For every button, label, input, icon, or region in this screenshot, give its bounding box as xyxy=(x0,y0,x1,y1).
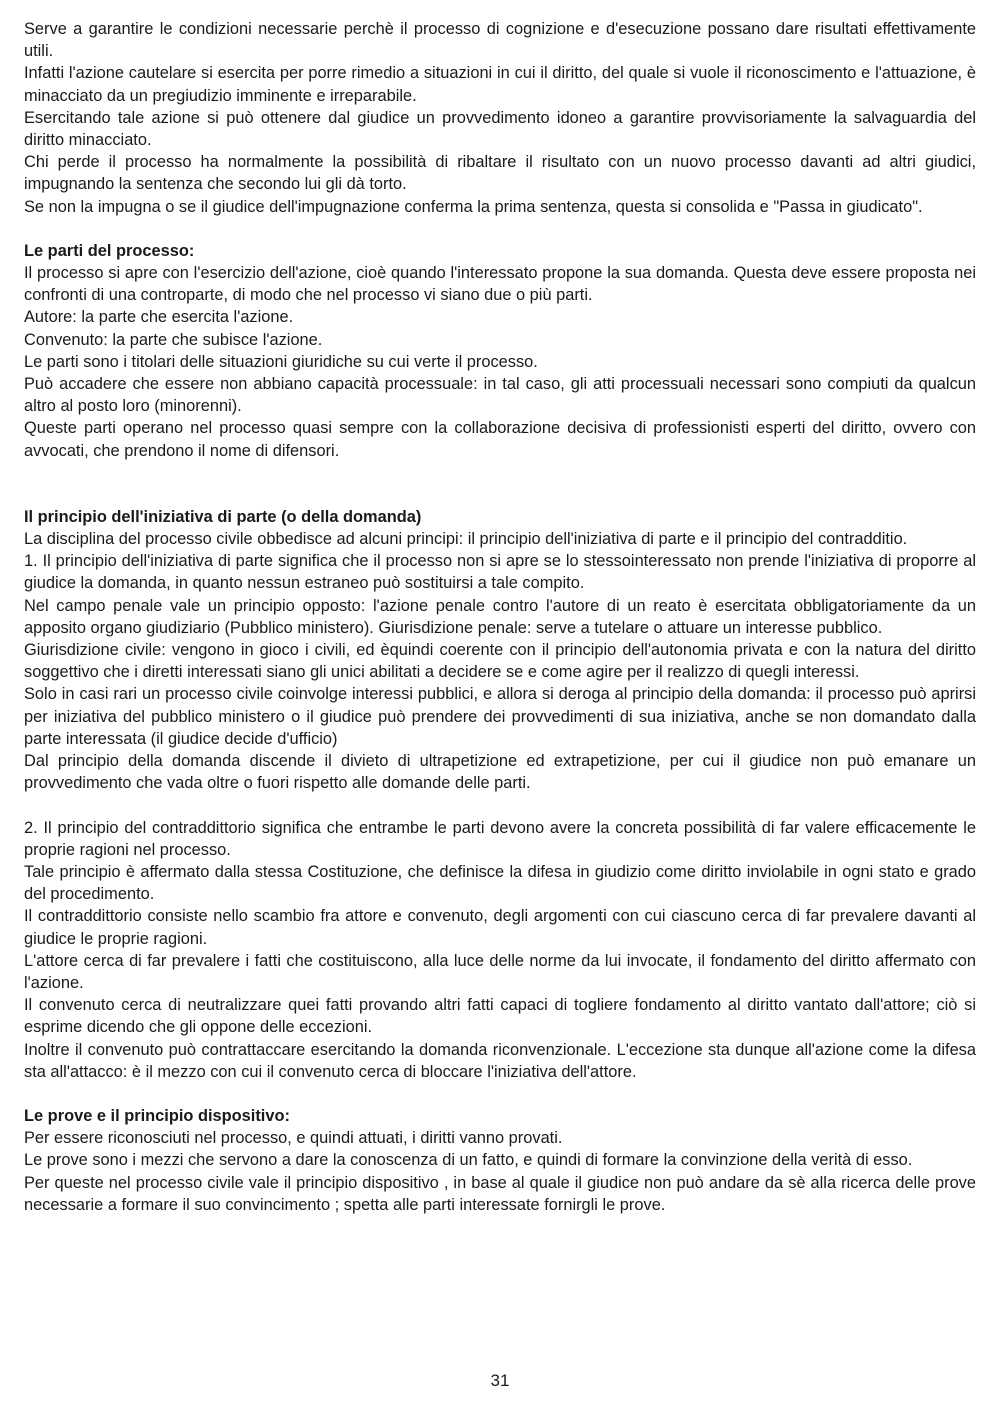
paragraph: Il contraddittorio consiste nello scambio fra attore e convenuto, degli argomenti con cui ciascuno cerca di far prevalere davanti al giudice le proprie ragioni. xyxy=(24,907,976,948)
intro-section xyxy=(24,18,976,218)
paragraph: L'attore cerca di far prevalere i fatti che costituiscono, alla luce delle norme da lui invocate, il fondamento del diritto affermato con l'azione. xyxy=(24,951,976,992)
section-prove xyxy=(24,1105,976,1216)
paragraph: Inoltre il convenuto può contrattaccare esercitando la domanda riconvenzionale. L'eccezione sta dunque all'azione come la difesa sta all'attacco: è il mezzo con cui il convenuto cerca di bloccare l'iniziativa dell'attore. xyxy=(24,1040,976,1081)
paragraph: Le parti sono i titolari delle situazioni giuridiche su cui verte il processo. xyxy=(24,352,538,371)
section-principio xyxy=(24,506,976,795)
paragraph: Per essere riconosciuti nel processo, e quindi attuati, i diritti vanno provati. xyxy=(24,1129,563,1148)
section-heading: Il principio dell'iniziativa di parte (o della domanda) xyxy=(24,507,422,526)
paragraph: Il convenuto cerca di neutralizzare quei fatti provando altri fatti capaci di togliere fondamento al diritto vantato dall'attore; ciò si esprime dicendo che gli oppone delle eccezioni. xyxy=(24,996,976,1037)
section-heading: Le prove e il principio dispositivo: xyxy=(24,1106,290,1125)
paragraph: La disciplina del processo civile obbedisce ad alcuni principi: il principio dell'iniziativa di parte e il principio del contradditio. xyxy=(24,530,908,549)
paragraph: Nel campo penale vale un principio opposto: l'azione penale contro l'autore di un reato è esercitata obbligatoriamente da un apposito organo giudiziario (Pubblico ministero). Giurisdizione penale: serve a tutelare o attuare un interesse pubblico. xyxy=(24,596,976,637)
paragraph: Solo in casi rari un processo civile coinvolge interessi pubblici, e allora si deroga al principio della domanda: il processo può aprirsi per iniziativa del pubblico ministero o il giudice può prendere dei provvedimenti di sua iniziativa, anche se non domandato dalla parte interessata (il giudice decide d'ufficio) xyxy=(24,685,976,748)
section-contraddittorio xyxy=(24,817,976,1083)
paragraph: Tale principio è affermato dalla stessa Costituzione, che definisce la difesa in giudizio come diritto inviolabile in ogni stato e grado del procedimento. xyxy=(24,862,976,904)
paragraph: Può accadere che essere non abbiano capacità processuale: in tal caso, gli atti processuali necessari sono compiuti da qualcun altro al posto loro (minorenni). xyxy=(24,375,976,416)
paragraph: Giurisdizione civile: vengono in gioco i civili, ed èquindi coerente con il principio dell'autonomia privata e con la natura del diritto soggettivo che i diretti interessati siano gli unici abilitati a decidere se e come agire per il realizzo di quegli interessi. xyxy=(24,641,976,682)
paragraph: Convenuto: la parte che subisce l'azione. xyxy=(24,330,323,349)
paragraph: Infatti l'azione cautelare si esercita per porre rimedio a situazioni in cui il diritto, del quale si vuole il riconoscimento e l'attuazione, è minacciato da un pregiudizio imminente e irreparabile. xyxy=(24,64,976,105)
paragraph: Se non la impugna o se il giudice dell'impugnazione conferma la prima sentenza, questa si consolida e "Passa in giudicato". xyxy=(24,197,923,216)
paragraph: Autore: la parte che esercita l'azione. xyxy=(24,308,294,327)
page-number: 31 xyxy=(490,1371,510,1390)
paragraph: Dal principio della domanda discende il divieto di ultrapetizione ed extrapetizione, per cui il giudice non può emanare un provvedimento che vada oltre o fuori rispetto alle domande delle parti. xyxy=(24,752,976,793)
paragraph: Serve a garantire le condizioni necessarie perchè il processo di cognizione e d'esecuzione possano dare risultati effettivamente utili. xyxy=(24,20,976,61)
paragraph: 2. Il principio del contraddittorio significa che entrambe le parti devono avere la concreta possibilità di far valere efficacemente le proprie ragioni nel processo. xyxy=(24,818,976,859)
paragraph: Queste parti operano nel processo quasi sempre con la collaborazione decisiva di professionisti esperti del diritto, ovvero con avvocati, che prendono il nome di difensori. xyxy=(24,419,976,460)
paragraph: Le prove sono i mezzi che servono a dare la conoscenza di un fatto, e quindi di formare la convinzione della verità di esso. xyxy=(24,1151,913,1170)
paragraph: Chi perde il processo ha normalmente la possibilità di ribaltare il risultato con un nuovo processo davanti ad altri giudici, impugnando la sentenza che secondo lui gli dà torto. xyxy=(24,153,976,194)
section-heading: Le parti del processo: xyxy=(24,241,195,260)
paragraph: Per queste nel processo civile vale il principio dispositivo , in base al quale il giudice non può andare da sè alla ricerca delle prove necessarie a formare il suo convincimento ; spetta alle parti interessate fornirgli le prove. xyxy=(24,1173,976,1214)
paragraph: 1. Il principio dell'iniziativa di parte significa che il processo non si apre se lo stessointeressato non prende l'iniziativa di proporre al giudice la domanda, in quanto nessun estraneo può sostituirsi a tale compito. xyxy=(24,552,976,593)
section-parti xyxy=(24,240,976,462)
paragraph: Il processo si apre con l'esercizio dell'azione, cioè quando l'interessato propone la sua domanda. Questa deve essere proposta nei confronti di una controparte, di modo che nel processo vi siano due o più parti. xyxy=(24,264,976,305)
paragraph: Esercitando tale azione si può ottenere dal giudice un provvedimento idoneo a garantire provvisoriamente la salvaguardia del diritto minacciato. xyxy=(24,108,976,150)
document-page xyxy=(24,18,976,1216)
